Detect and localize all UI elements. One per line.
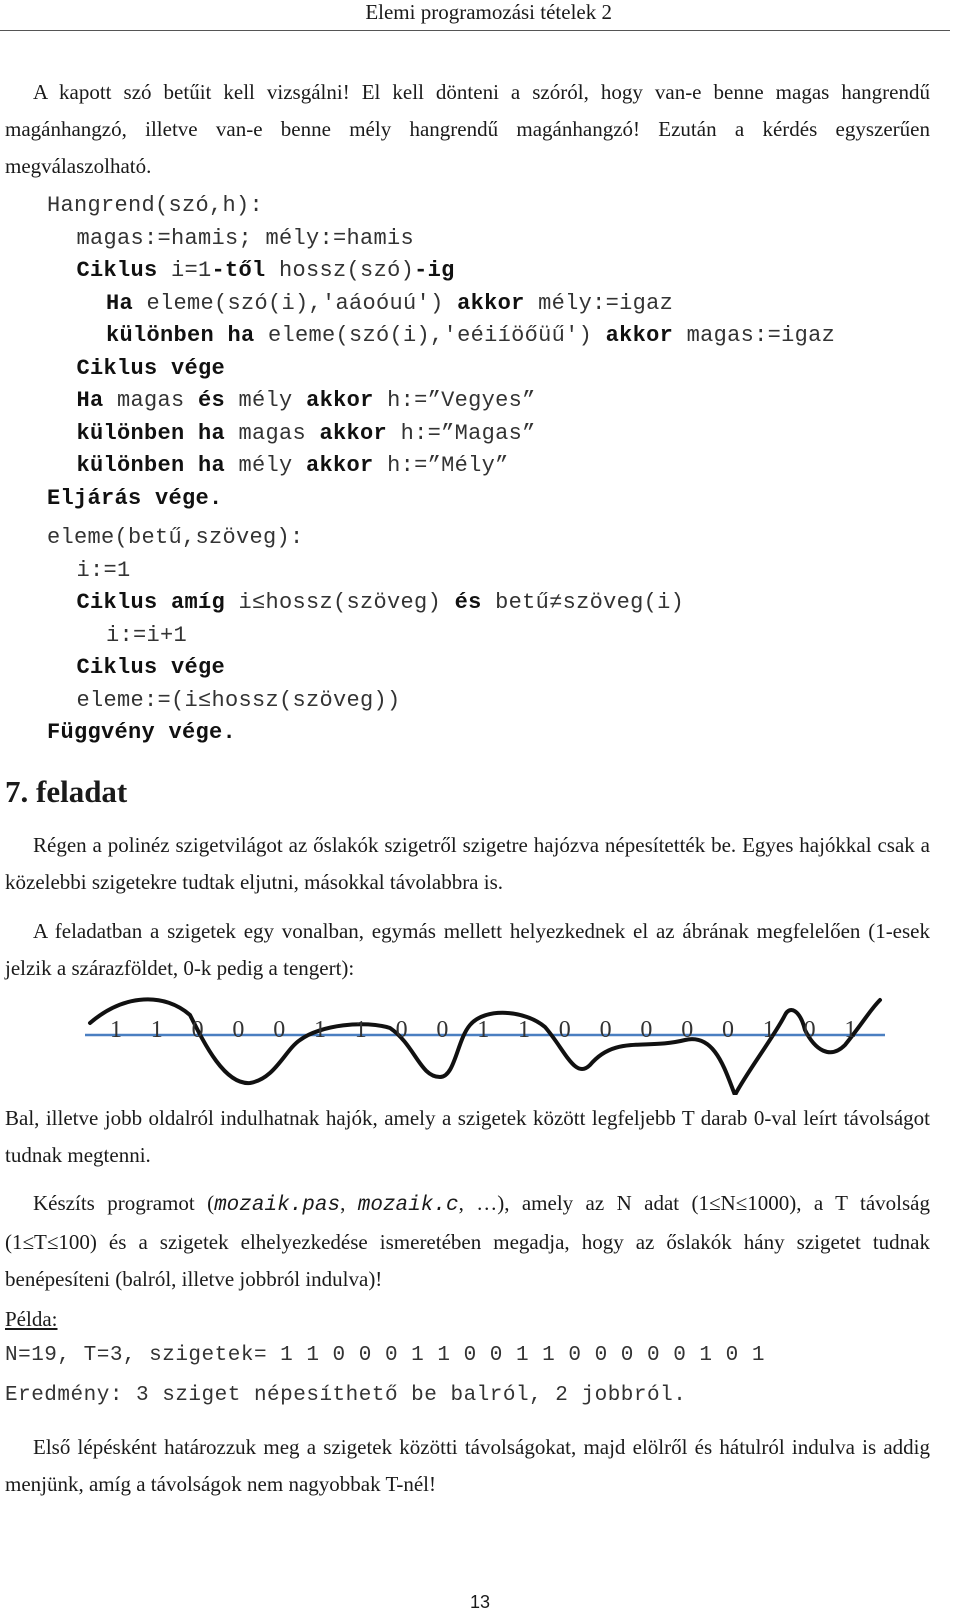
- code-text: magas:=igaz: [673, 323, 836, 348]
- island-digit: 0: [273, 1017, 286, 1043]
- island-digit: 1: [477, 1017, 490, 1043]
- example-label: Példa:: [5, 1307, 58, 1331]
- code-text: i=1: [157, 258, 212, 283]
- code-keyword: Függvény vége.: [47, 720, 237, 745]
- coastline-curve: [90, 999, 880, 1095]
- code-text: magas: [103, 388, 199, 413]
- code-line: [47, 353, 835, 386]
- code-line: [47, 620, 684, 653]
- code-line: [47, 652, 684, 685]
- code-keyword: különben ha: [76, 420, 226, 446]
- code-block-eleme: [47, 522, 684, 750]
- code-keyword: Ha: [76, 388, 104, 413]
- code-text: i:=i+1: [106, 622, 188, 648]
- code-keyword: akkor: [457, 290, 525, 316]
- code-text: mély: [225, 388, 307, 413]
- code-text: eleme(betű,szöveg):: [47, 525, 304, 550]
- page-header: [0, 0, 950, 31]
- code-line: [47, 587, 684, 620]
- island-digit: 0: [722, 1017, 734, 1043]
- code-keyword: -től: [211, 258, 266, 283]
- code-text: eleme(szó(i),'aáoóuú'): [133, 290, 458, 316]
- island-digit: 0: [640, 1017, 653, 1043]
- island-digit: 1: [518, 1017, 530, 1043]
- program-text-before: Készíts programot (: [33, 1191, 215, 1215]
- code-line: [47, 320, 835, 353]
- island-digit: 1: [110, 1017, 122, 1043]
- code-text: h:=”Magas”: [387, 420, 536, 446]
- island-digit: 0: [681, 1017, 694, 1043]
- code-keyword: különben ha: [76, 453, 226, 478]
- island-digit: 1: [762, 1017, 775, 1043]
- code-keyword: akkor: [319, 420, 388, 446]
- island-diagram-svg: [85, 995, 915, 1095]
- code-text: eleme(szó(i),'eéiíöőüű'): [254, 323, 606, 348]
- code-text: Hangrend(szó,h):: [47, 193, 264, 218]
- code-line: [47, 555, 684, 588]
- file-name-pas: mozaik.pas: [214, 1194, 341, 1217]
- code-text: betű≠szöveg(i): [481, 590, 685, 615]
- code-text: magas:=hamis; mély:=hamis: [76, 225, 415, 251]
- intro-paragraph: A kapott szó betűit kell vizsgálni! El kell dönteni a szóról, hogy van-e benne magas hangrendű magánhangzó, illetve van-e benne mély hangrendű magánhangzó! Ezután a kérdés egyszerűen megválaszolható.: [5, 80, 930, 178]
- code-line: [47, 418, 835, 451]
- code-line: [47, 717, 684, 750]
- code-keyword: akkor: [306, 453, 374, 478]
- code-text: eleme:=(i≤hossz(szöveg)): [76, 687, 401, 713]
- island-digit: 0: [436, 1017, 449, 1043]
- code-line: [47, 483, 835, 516]
- code-keyword: -ig: [414, 258, 455, 283]
- code-line: [47, 223, 835, 256]
- island-digit: 1: [844, 1017, 857, 1043]
- code-keyword: különben ha: [106, 323, 255, 348]
- code-text: mély:=igaz: [524, 290, 674, 316]
- code-keyword: Ha: [106, 290, 134, 316]
- code-keyword: akkor: [306, 388, 374, 413]
- example-input: N=19, T=3, szigetek= 1 1 0 0 0 1 1 0 0 1 1 0 0 0 0 0 1 0 1: [5, 1344, 765, 1367]
- island-digit: 0: [191, 1017, 204, 1043]
- island-digit: 0: [599, 1017, 612, 1043]
- code-text: i:=1: [76, 557, 131, 583]
- island-digit: 0: [558, 1017, 571, 1043]
- code-text: hossz(szó): [265, 258, 415, 283]
- file-name-c: mozaik.c: [357, 1194, 459, 1217]
- code-keyword: Eljárás vége.: [47, 485, 223, 511]
- code-keyword: Ciklus vége: [76, 355, 226, 381]
- code-keyword: és: [454, 590, 482, 615]
- code-text: magas: [225, 420, 320, 446]
- code-line: [47, 255, 835, 288]
- paragraph-ships: Bal, illetve jobb oldalról indulhatnak hajók, amely a szigetek között legfeljebb T darab 0-val leírt távolságot tudnak megtenni.: [5, 1106, 930, 1167]
- island-digit: 1: [314, 1017, 326, 1043]
- paragraph-program: [5, 1185, 930, 1298]
- program-text-after: , …), amely az N adat (1≤N≤1000), a T távolság (1≤T≤100) és a szigetek elhelyezkedése ismeretében megadja, hogy az őslakók hány szigetet tudnak benépesíteni (balról, illetve jobbról indulva)!: [5, 1191, 930, 1291]
- island-digit: 1: [354, 1017, 367, 1043]
- island-digit: 1: [150, 1017, 163, 1043]
- paragraph-first-step: Első lépésként határozzuk meg a szigetek közötti távolságokat, majd elölről és hátulról indulva is addig menjünk, amíg a távolságok nem nagyobbak T-nél!: [5, 1435, 930, 1496]
- example-label-wrap: [5, 1301, 930, 1338]
- island-digit: 0: [803, 1017, 816, 1043]
- island-digit: 0: [232, 1017, 245, 1043]
- code-line: [47, 190, 835, 223]
- code-keyword: és: [198, 388, 226, 413]
- island-digit: 0: [395, 1017, 408, 1043]
- code-keyword: Ciklus vége: [76, 655, 226, 680]
- code-text: h:=”Mély”: [373, 453, 509, 478]
- program-separator: ,: [340, 1191, 358, 1215]
- code-keyword: akkor: [605, 323, 674, 348]
- code-keyword: Ciklus: [76, 258, 158, 283]
- header-title: Elemi programozási tételek 2: [365, 0, 612, 24]
- code-text: h:=”Vegyes”: [373, 388, 536, 413]
- code-line: [47, 385, 835, 418]
- example-output: Eredmény: 3 sziget népesíthető be balról, 2 jobbról.: [5, 1384, 687, 1407]
- paragraph-islands: A feladatban a szigetek egy vonalban, egymás mellett helyezkednek el az ábrának megfelelően (1-esek jelzik a szárazföldet, 0-k pedig a tengert):: [5, 919, 930, 980]
- code-keyword: Ciklus amíg: [76, 590, 226, 615]
- code-line: [47, 288, 835, 321]
- code-line: [47, 685, 684, 718]
- island-diagram: [85, 995, 915, 1095]
- code-line: [47, 522, 684, 555]
- page-number: 13: [469, 1592, 491, 1612]
- code-text: i≤hossz(szöveg): [225, 590, 455, 615]
- code-block-hangrend: [47, 190, 835, 515]
- code-line: [47, 450, 835, 483]
- task-heading: 7. feladat: [5, 774, 128, 809]
- code-text: mély: [225, 453, 307, 478]
- paragraph-intro-task: Régen a polinéz szigetvilágot az őslakók szigetről szigetre hajózva népesítették be. Egyes hajókkal csak a közelebbi szigetekre tudtak eljutni, másokkal távolabbra is.: [5, 833, 930, 894]
